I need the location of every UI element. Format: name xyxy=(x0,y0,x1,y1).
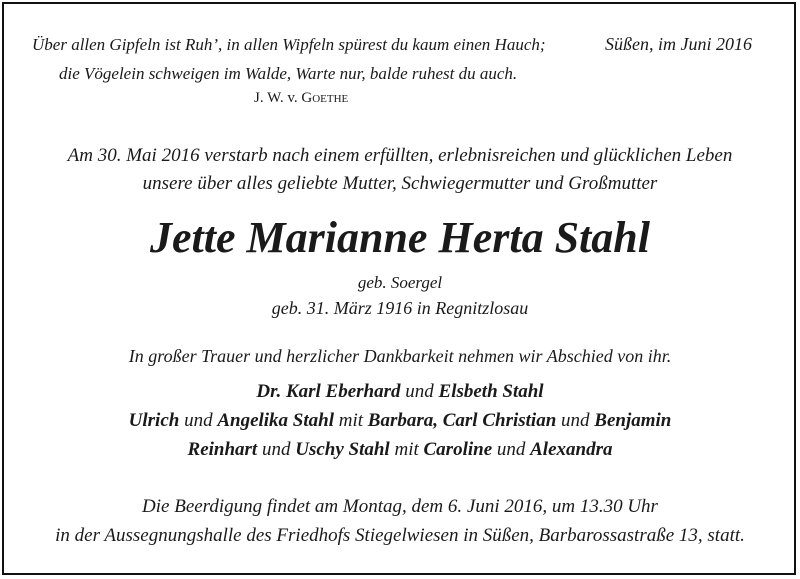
poem-author-name: Goethe xyxy=(301,90,349,106)
poem-author xyxy=(254,90,348,107)
place-date: Süßen, im Juni 2016 xyxy=(605,34,752,54)
family-name: Ulrich xyxy=(128,410,180,431)
family-name: Caroline xyxy=(423,439,493,460)
farewell-text: In großer Trauer und herzlicher Dankbarkeit nehmen wir Abschied von ihr. xyxy=(128,346,672,366)
family-name: Angelika Stahl xyxy=(217,410,334,431)
family-name: Benjamin xyxy=(594,410,672,431)
family-row-1 xyxy=(0,381,800,403)
family-name: Uschy Stahl xyxy=(295,439,390,460)
funeral-line-1: Die Beerdigung findet am Montag, dem 6. Juni 2016, um 13.30 Uhr xyxy=(142,496,658,517)
family-connector: und xyxy=(492,439,531,460)
poem-author-initials: J. W. v. xyxy=(254,90,298,106)
family-row-3 xyxy=(0,439,800,461)
deceased-name: Jette Marianne Herta Stahl xyxy=(150,213,650,262)
family-connector: und xyxy=(257,439,296,460)
poem-line-2: die Vögelein schweigen im Walde, Warte nur, balde ruhest du auch. xyxy=(59,64,518,83)
family-name: Dr. Karl Eberhard xyxy=(256,381,401,402)
family-name: Barbara, Carl Christian xyxy=(367,410,557,431)
funeral-line-2: in der Aussegnungshalle des Friedhofs Stiegelwiesen in Süßen, Barbarossastraße 13, statt. xyxy=(55,525,745,546)
intro-line-1: Am 30. Mai 2016 verstarb nach einem erfüllten, erlebnisreichen und glücklichen Leben xyxy=(67,145,733,166)
family-connector: und xyxy=(400,381,439,402)
family-name: Alexandra xyxy=(530,439,613,460)
family-name: Elsbeth Stahl xyxy=(438,381,544,402)
family-name: Reinhart xyxy=(187,439,258,460)
intro-line-2: unsere über alles geliebte Mutter, Schwiegermutter und Großmutter xyxy=(142,173,658,194)
family-connector: und xyxy=(179,410,218,431)
family-row-2 xyxy=(0,410,800,432)
poem-line-1: Über allen Gipfeln ist Ruh’, in allen Wipfeln spürest du kaum einen Hauch; xyxy=(32,35,546,54)
family-connector: mit xyxy=(389,439,424,460)
maiden-name: geb. Soergel xyxy=(357,273,443,292)
family-connector: mit xyxy=(334,410,368,431)
birth-info: geb. 31. März 1916 in Regnitzlosau xyxy=(271,298,529,318)
family-connector: und xyxy=(556,410,595,431)
